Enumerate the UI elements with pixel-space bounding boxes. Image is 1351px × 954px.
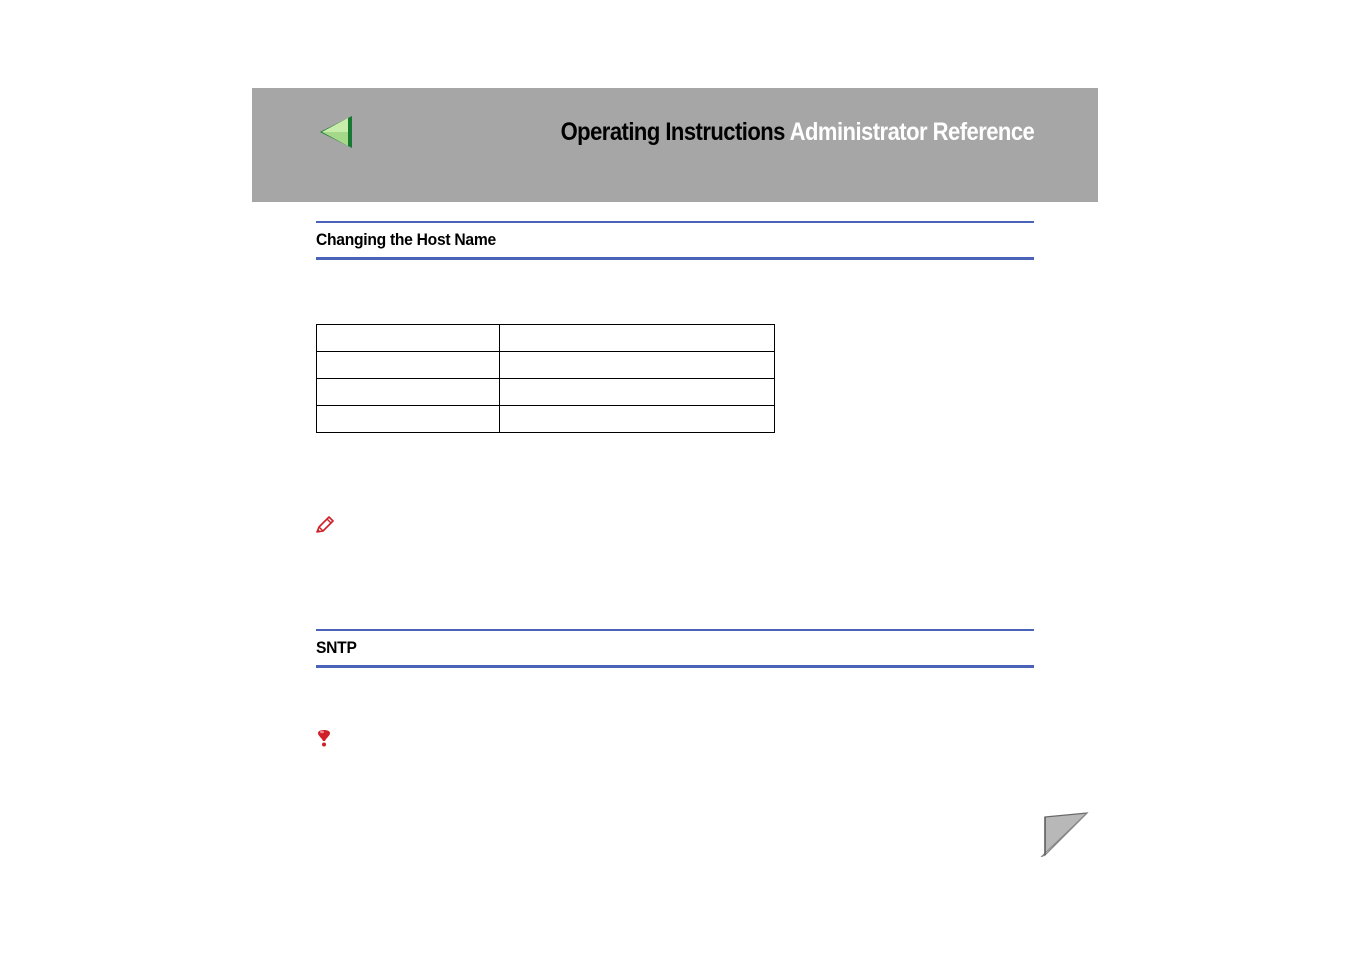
settings-table — [316, 324, 775, 433]
page-curl-next-icon — [1041, 813, 1087, 857]
table-row — [317, 406, 775, 433]
section-heading-host-name — [316, 221, 1034, 260]
table-cell — [317, 379, 500, 406]
back-button[interactable] — [318, 114, 354, 150]
next-page-button[interactable] — [1039, 811, 1089, 857]
section-title: Changing the Host Name — [316, 230, 496, 249]
table-cell — [317, 406, 500, 433]
table-cell — [500, 325, 775, 352]
document-title — [560, 118, 1034, 147]
table-cell — [317, 325, 500, 352]
section-heading-sntp — [316, 629, 1034, 668]
section-title: SNTP — [316, 638, 357, 657]
table-row — [317, 325, 775, 352]
table-cell — [500, 406, 775, 433]
title-main: Operating Instructions — [560, 118, 785, 146]
table-row — [317, 352, 775, 379]
table-row — [317, 379, 775, 406]
table-cell — [500, 352, 775, 379]
important-icon — [316, 728, 332, 748]
table-cell — [500, 379, 775, 406]
pencil-note-icon — [315, 516, 335, 534]
back-triangle-icon — [318, 114, 354, 150]
title-sub: Administrator Reference — [789, 118, 1034, 146]
table-cell — [317, 352, 500, 379]
